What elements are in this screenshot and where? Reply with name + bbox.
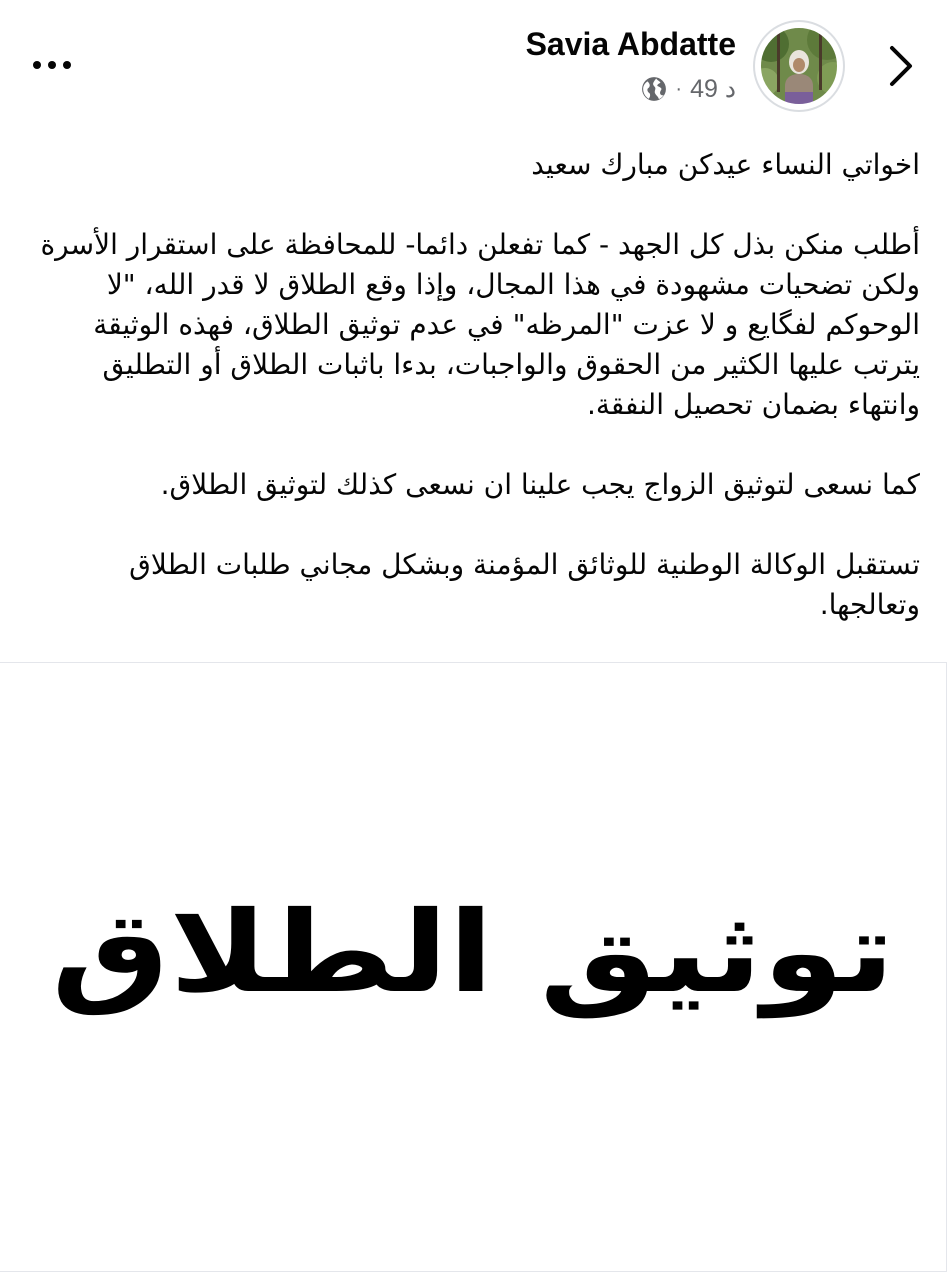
meta-separator: · — [675, 77, 683, 100]
post-paragraph: تستقبل الوكالة الوطنية للوثائق المؤمنة وبشكل مجاني طلبات الطلاق وتعالجها. — [129, 548, 920, 621]
post-paragraph: كما نسعى لتوثيق الزواج يجب علينا ان نسعى كذلك لتوثيق الطلاق. — [160, 468, 920, 501]
post-paragraph: اخواتي النساء عيدكن مبارك سعيد — [531, 148, 920, 181]
more-options-button[interactable] — [22, 50, 82, 80]
post-meta — [641, 72, 736, 106]
post-time[interactable]: 49 د — [690, 75, 736, 103]
post-image-text: توثيق الطلاق — [51, 888, 895, 1018]
more-dot-icon — [63, 61, 71, 69]
post-header — [0, 0, 948, 130]
post-image[interactable] — [0, 662, 947, 1272]
back-chevron-button[interactable] — [880, 40, 920, 92]
post-paragraph: أطلب منكن بذل كل الجهد - كما تفعلن دائما- للمحافظة على استقرار الأسرة ولكن تضحيات مشهودة في هذا المجال، وإذا وقع الطلاق لا قدر الله، "لا الوحوكم لفگايع و لا عزت "المرظه" في عدم توثيق الطلاق، فهذه الوثيقة يترتب عليها الكثير من الحقوق والواجبات، بدءا باثبات الطلاق أو التطليق وانتهاء بضمان تحصيل النفقة. — [40, 228, 920, 421]
chevron-right-icon — [880, 40, 920, 92]
author-avatar[interactable] — [755, 22, 843, 110]
author-name[interactable]: Savia Abdatte — [525, 26, 736, 62]
privacy-globe-icon[interactable] — [641, 76, 667, 102]
more-dot-icon — [48, 61, 56, 69]
more-dot-icon — [33, 61, 41, 69]
post-body — [40, 145, 920, 625]
